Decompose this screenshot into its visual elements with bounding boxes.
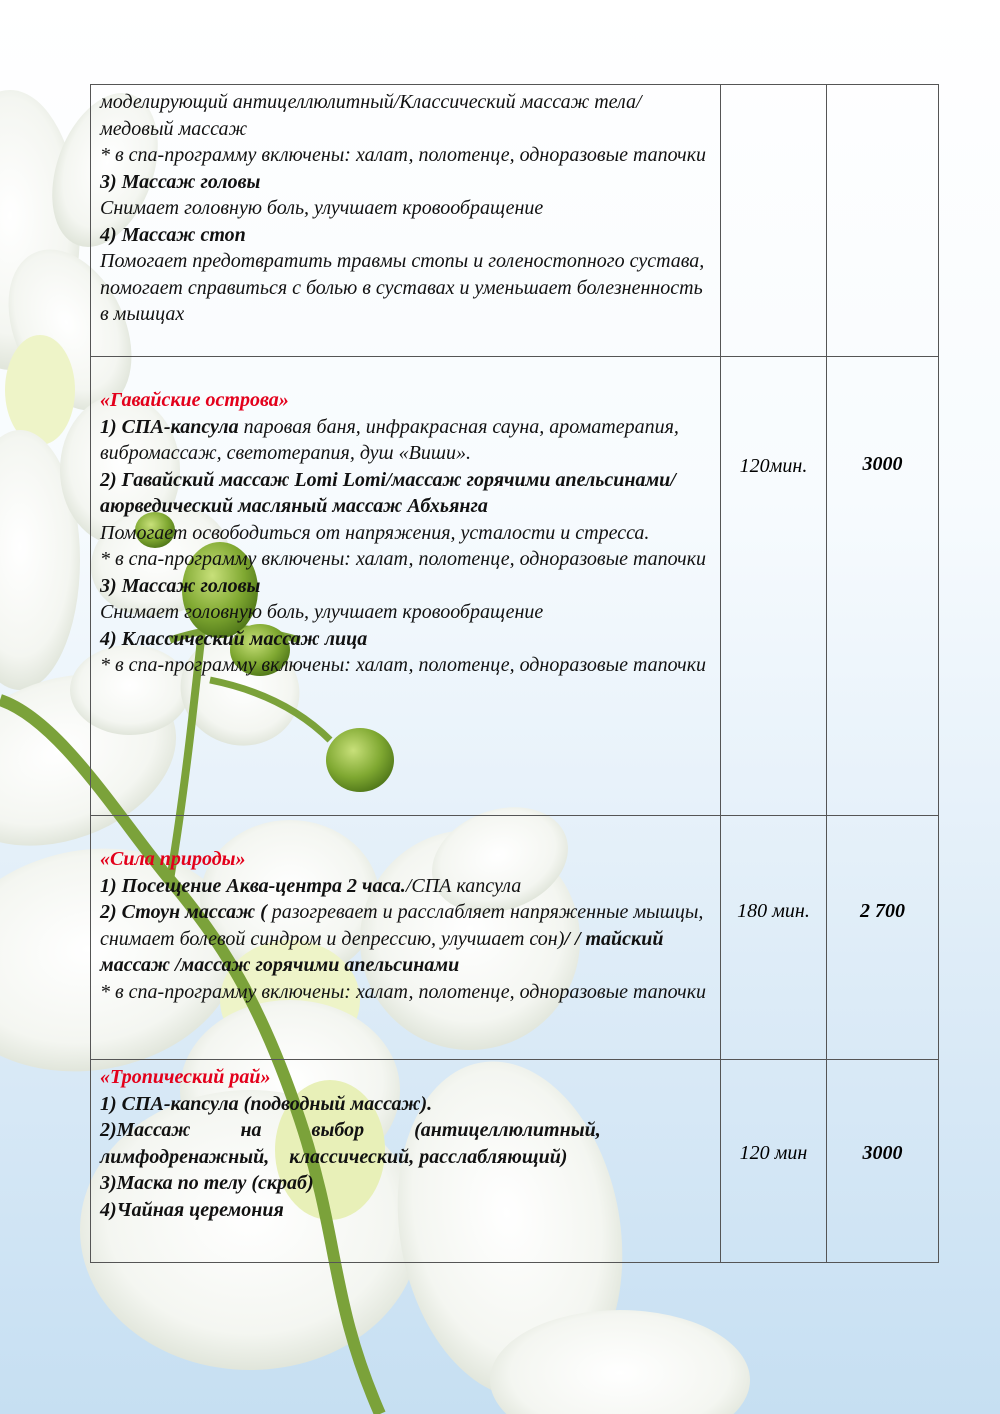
spa-price-table — [90, 84, 939, 1263]
item-heading: 1) Посещение Аква-центра 2 часа. — [100, 874, 406, 897]
line-text: * в спа-программу включены: халат, полотенце, одноразовые тапочки — [100, 144, 707, 166]
duration-cell — [721, 357, 827, 816]
price-cell — [827, 816, 939, 1060]
item-heading: 1) СПА-капсула (подводный массаж). — [100, 1092, 433, 1115]
line-text: Помогает предотвратить травмы стопы и голеностопного сустава, помогает справиться с болью в суставах и уменьшает болезненность в мышцах — [100, 250, 705, 325]
duration-cell — [721, 85, 827, 357]
item-heading: / / тайский массаж /массаж горячими апельсинами — [100, 927, 664, 976]
description-cell — [91, 357, 721, 816]
line-text: моделирующий антицеллюлитный/Классический массаж тела/медовый массаж — [100, 91, 642, 140]
line-text: паровая баня, инфракрасная сауна, ароматерапия, — [238, 415, 679, 438]
line-text: вибромассаж, светотерапия, душ «Виши». — [100, 442, 471, 464]
table-row — [91, 816, 939, 1060]
item-heading: 3)Маска по телу (скраб) — [100, 1172, 314, 1194]
item-heading: 2)Массаж на выбор (антицеллюлитный, — [100, 1119, 601, 1141]
price-cell — [827, 357, 939, 816]
item-heading: 3) Массаж головы — [100, 574, 261, 597]
duration-text: 120 мин — [739, 1142, 808, 1164]
line-text: * в спа-программу включены: халат, полотенце, одноразовые тапочки — [100, 654, 707, 676]
item-heading: 2) Стоун массаж ( — [100, 901, 267, 923]
duration-text: 180 мин. — [737, 900, 810, 922]
item-heading: 4) Классический массаж лица — [100, 627, 368, 650]
description-cell — [91, 816, 721, 1060]
price-cell — [827, 85, 939, 357]
duration-cell — [721, 1060, 827, 1263]
item-heading: лимфодренажный, классический, расслабляющий) — [100, 1145, 568, 1168]
item-heading: 4) Массаж стоп — [100, 223, 246, 246]
line-text: * в спа-программу включены: халат, полотенце, одноразовые тапочки — [100, 980, 707, 1003]
program-title: «Сила природы» — [100, 848, 246, 870]
line-text: * в спа-программу включены: халат, полотенце, одноразовые тапочки — [100, 548, 707, 570]
item-heading: 3) Массаж головы — [100, 170, 261, 193]
program-title: «Тропический рай» — [100, 1066, 271, 1088]
description-cell — [91, 85, 721, 357]
table-row — [91, 85, 939, 357]
item-heading: 1) СПА-капсула — [100, 415, 239, 438]
description-cell — [91, 1060, 721, 1263]
table-row — [91, 357, 939, 816]
duration-cell — [721, 816, 827, 1060]
price-cell — [827, 1060, 939, 1263]
program-title: «Гавайские острова» — [100, 389, 289, 411]
price-text: 2 700 — [860, 900, 905, 922]
duration-text: 120мин. — [739, 455, 808, 477]
item-heading: 4)Чайная церемония — [100, 1198, 284, 1221]
line-text: разогревает и расслабляет напряженные мышцы, снимает болевой синдром и депрессию, улучшает сон) — [100, 901, 704, 950]
line-text: /СПА капсула — [405, 874, 522, 897]
line-text: Снимает головную боль, улучшает кровообращение — [100, 601, 544, 623]
line-text: Помогает освободиться от напряжения, усталости и стресса. — [100, 521, 650, 544]
line-text: Снимает головную боль, улучшает кровообращение — [100, 197, 544, 219]
item-heading: 2) Гавайский массаж Lomi Lomi/массаж горячими апельсинами/аюрведический масляный массаж Абхьянга — [100, 468, 676, 517]
table-row — [91, 1060, 939, 1263]
price-text: 3000 — [862, 1142, 903, 1164]
price-text: 3000 — [862, 453, 903, 475]
